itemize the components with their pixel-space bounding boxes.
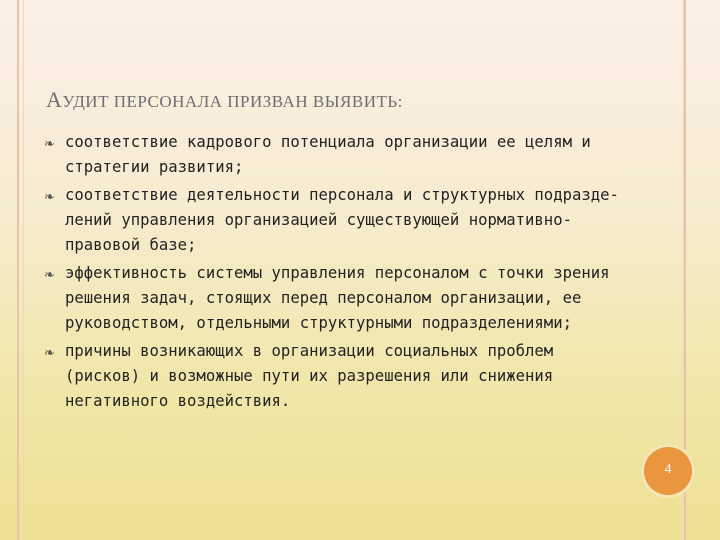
leaf-bullet-icon: ❧ [44,137,55,152]
list-item-text: соответствие кадрового потенциала организации ее целям и стратегии развития; [65,133,591,176]
list-item-text: причины возникающих в организации социальных проблем (рисков) и возможные пути их разрешения или снижения негативного воздействия. [65,342,554,410]
slide-title [46,78,403,115]
title-initial: А [46,87,63,112]
leaf-bullet-icon: ❧ [44,346,55,361]
list-item-text: соответствие деятельности персонала и структурных подразде-лений управления организацией существующей нормативно-правовой базе; [65,186,619,254]
title-text: УДИТ ПЕРСОНАЛА ПРИЗВАН ВЫЯВИТЬ: [62,92,403,111]
page-number: 4 [664,462,672,477]
bullet-list [44,130,624,417]
list-item [44,183,624,258]
leaf-bullet-icon: ❧ [44,268,55,283]
list-item [44,339,624,414]
list-item [44,261,624,336]
list-item-text: эффективность системы управления персоналом с точки зрения решения задач, стоящих перед персоналом организации, ее руководством, отдельными структурными подразделениями; [65,264,610,332]
page-number-badge [644,447,692,495]
list-item [44,130,624,180]
leaf-bullet-icon: ❧ [44,190,55,205]
